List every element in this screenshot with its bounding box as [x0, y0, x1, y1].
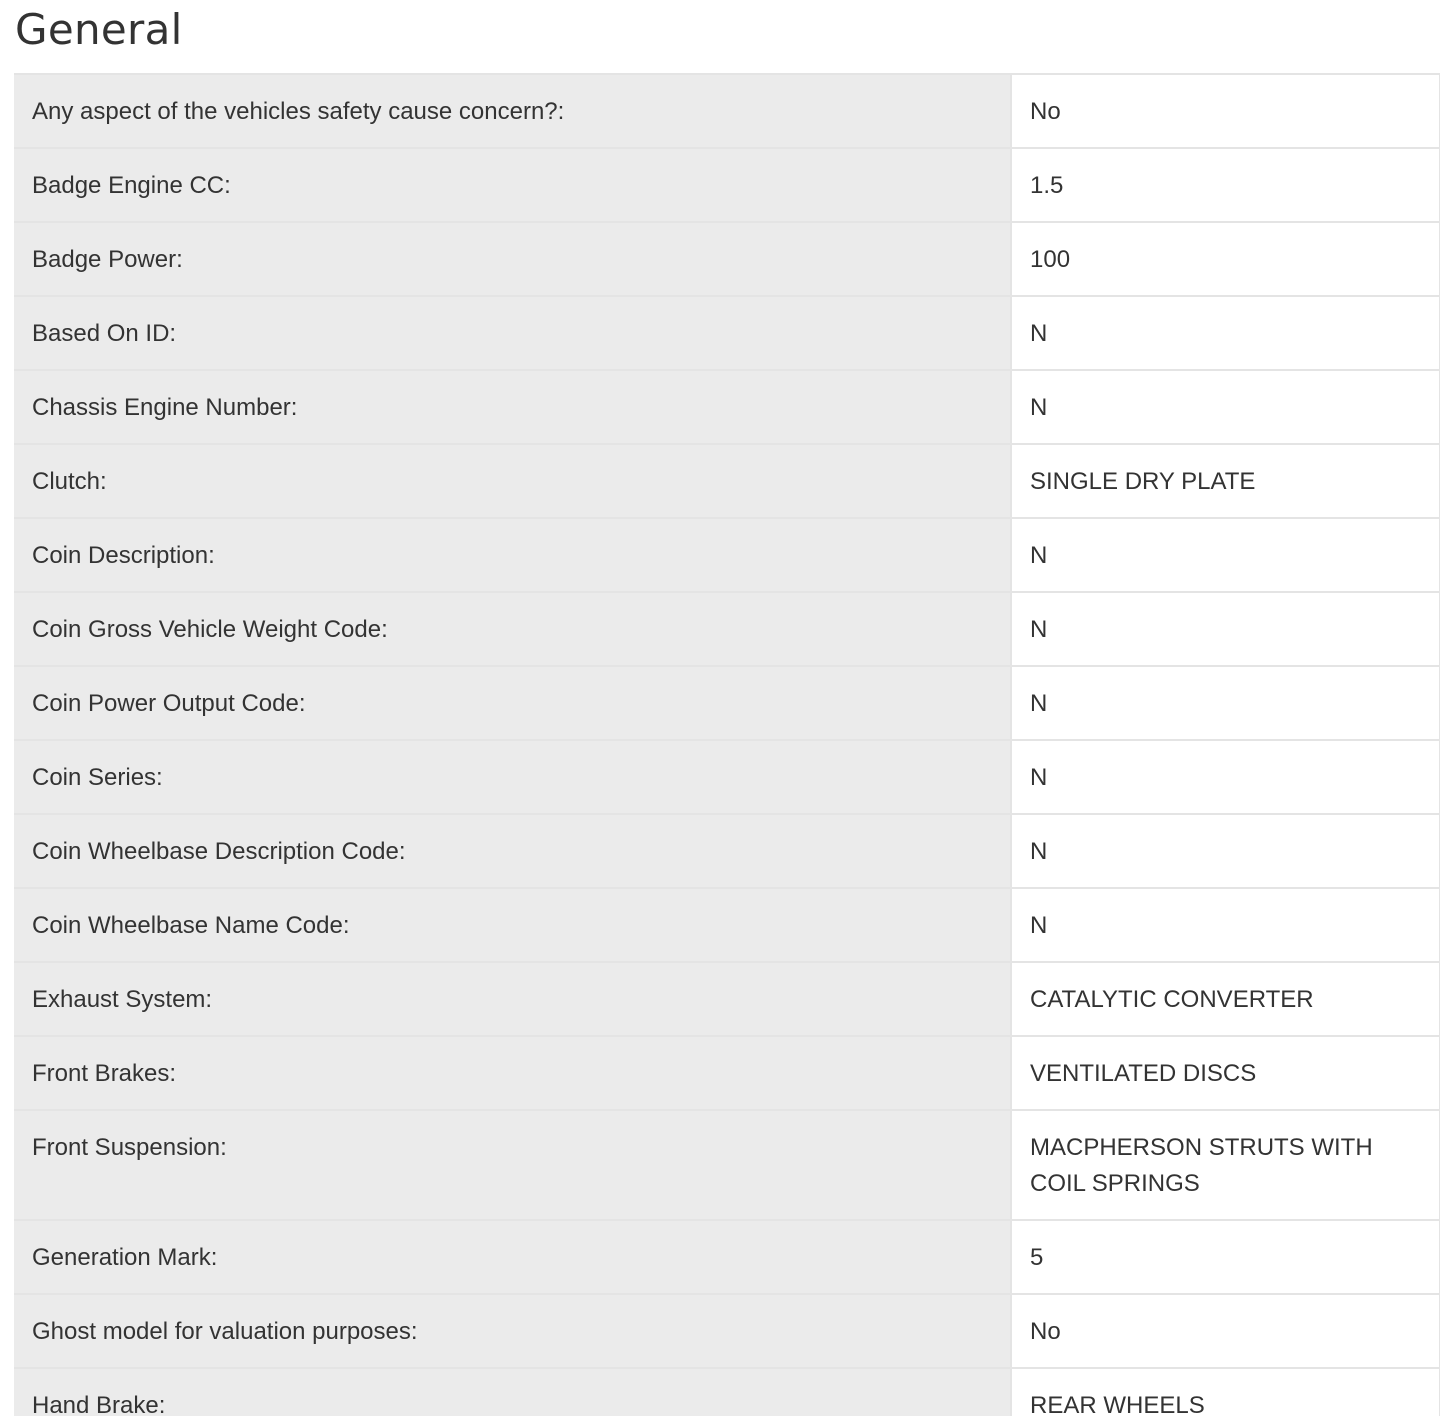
row-value: No [1011, 1294, 1440, 1368]
row-label: Exhaust System: [14, 962, 1011, 1036]
row-label: Coin Gross Vehicle Weight Code: [14, 592, 1011, 666]
row-label: Chassis Engine Number: [14, 370, 1011, 444]
row-value: N [1011, 518, 1440, 592]
table-row [14, 1036, 1440, 1110]
table-row [14, 444, 1440, 518]
row-value: MACPHERSON STRUTS WITH COIL SPRINGS [1011, 1110, 1440, 1220]
row-value: 100 [1011, 222, 1440, 296]
row-label: Any aspect of the vehicles safety cause concern?: [14, 74, 1011, 148]
row-value: N [1011, 740, 1440, 814]
table-row [14, 370, 1440, 444]
table-row [14, 1368, 1440, 1416]
row-value: N [1011, 888, 1440, 962]
row-value: No [1011, 74, 1440, 148]
row-value: N [1011, 592, 1440, 666]
row-label: Coin Wheelbase Description Code: [14, 814, 1011, 888]
row-label: Ghost model for valuation purposes: [14, 1294, 1011, 1368]
row-label: Generation Mark: [14, 1220, 1011, 1294]
row-label: Coin Wheelbase Name Code: [14, 888, 1011, 962]
row-value: REAR WHEELS [1011, 1368, 1440, 1416]
table-row [14, 888, 1440, 962]
row-label: Badge Power: [14, 222, 1011, 296]
row-label: Coin Series: [14, 740, 1011, 814]
row-value: N [1011, 814, 1440, 888]
table-row [14, 1294, 1440, 1368]
section-title: General [15, 5, 183, 54]
table-row [14, 74, 1440, 148]
row-value: VENTILATED DISCS [1011, 1036, 1440, 1110]
row-value: CATALYTIC CONVERTER [1011, 962, 1440, 1036]
row-label: Based On ID: [14, 296, 1011, 370]
row-value: N [1011, 666, 1440, 740]
row-value: 5 [1011, 1220, 1440, 1294]
table-row [14, 740, 1440, 814]
table-row [14, 296, 1440, 370]
table-row [14, 592, 1440, 666]
table-row [14, 222, 1440, 296]
table-row [14, 1110, 1440, 1220]
row-value: N [1011, 370, 1440, 444]
row-label: Hand Brake: [14, 1368, 1011, 1416]
row-label: Coin Description: [14, 518, 1011, 592]
specifications-table [14, 73, 1440, 1416]
table-row [14, 518, 1440, 592]
row-label: Front Suspension: [14, 1110, 1011, 1220]
row-value: 1.5 [1011, 148, 1440, 222]
table-row [14, 1220, 1440, 1294]
row-label: Clutch: [14, 444, 1011, 518]
table-row [14, 148, 1440, 222]
table-row [14, 814, 1440, 888]
table-row [14, 962, 1440, 1036]
row-value: SINGLE DRY PLATE [1011, 444, 1440, 518]
row-label: Front Brakes: [14, 1036, 1011, 1110]
table-row [14, 666, 1440, 740]
row-label: Badge Engine CC: [14, 148, 1011, 222]
row-value: N [1011, 296, 1440, 370]
row-label: Coin Power Output Code: [14, 666, 1011, 740]
